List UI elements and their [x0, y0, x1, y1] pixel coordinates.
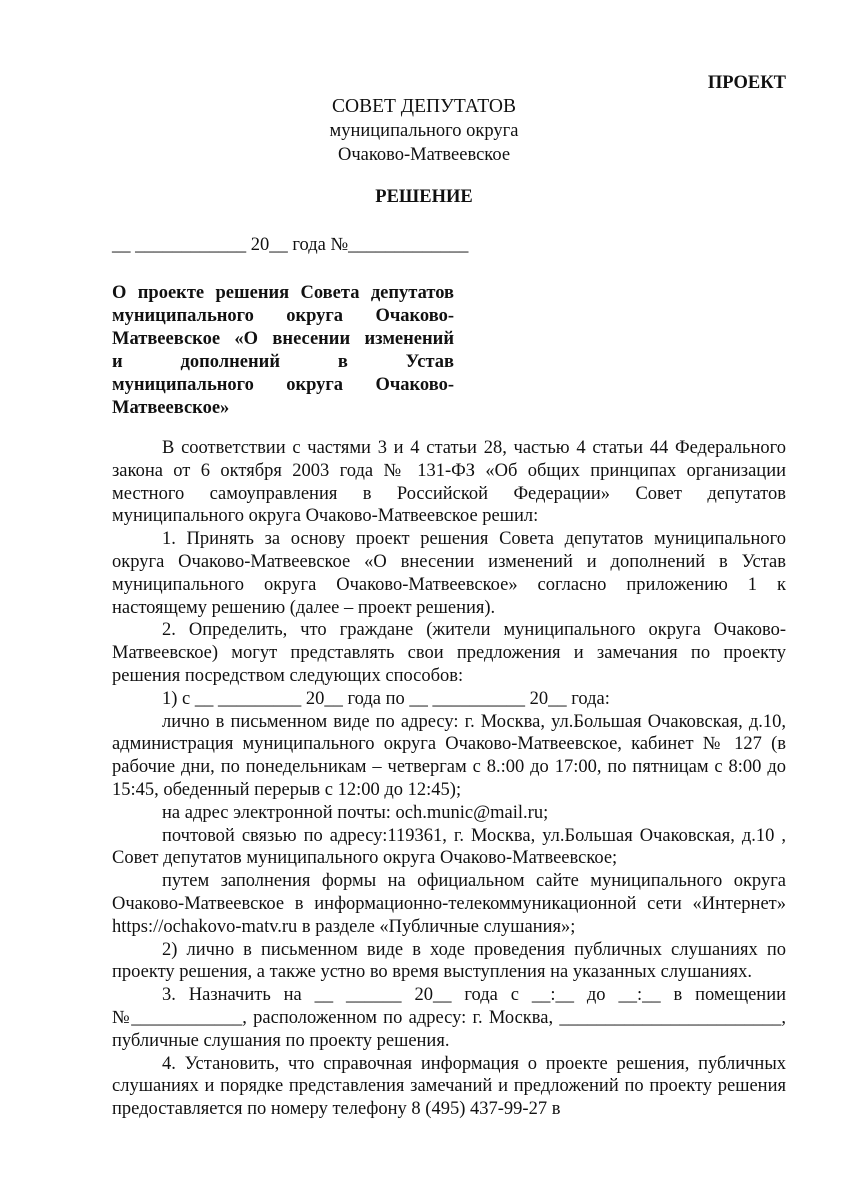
subject-line: муниципального округа Очаково- — [112, 375, 454, 395]
draft-stamp: ПРОЕКТ — [707, 73, 786, 93]
municipality-name: Очаково-Матвеевское — [337, 145, 511, 165]
subject-line: Матвеевское» — [112, 398, 230, 418]
document-type: РЕШЕНИЕ — [375, 187, 473, 207]
clause-2-subitem-2: 2) лично в письменном виде в ходе проведения публичных слушаниях по проекту решения, а также устно во время выступления на указанных слушаниях. — [112, 939, 786, 983]
document-subject — [112, 282, 454, 420]
submission-method-email: на адрес электронной почты: och.munic@mail.ru; — [162, 802, 549, 823]
clause-2: 2. Определить, что граждане (жители муниципального округа Очаково-Матвеевское) могут представлять свои предложения и замечания по проекту решения посредством следующих способов: — [112, 620, 786, 686]
subject-line: Матвеевское «О внесении изменений — [112, 329, 454, 349]
subject-line: муниципального округа Очаково- — [112, 306, 454, 326]
subject-line: О проекте решения Совета депутатов — [112, 283, 454, 303]
issuing-body — [0, 96, 848, 168]
document-body — [112, 437, 786, 1121]
clause-2-subitem-1: 1) с __ _________ 20__ года по __ __________ 20__ года: — [162, 688, 610, 709]
submission-method-post: почтовой связью по адресу:119361, г. Москва, ул.Большая Очаковская, д.10 , Совет депутатов муниципального округа Очаково-Матвеевское; — [112, 825, 786, 869]
submission-method-in-person: лично в письменном виде по адресу: г. Москва, ул.Большая Очаковская, д.10, администрация муниципального округа Очаково-Матвеевское, кабинет № 127 (в рабочие дни, по понедельникам – четвергам с 8.:00 до 17:00, по пятницам с 8:00 до 15:45, обеденный перерыв с 12:00 до 12:45); — [112, 711, 786, 800]
subject-line: и дополнений в Устав — [112, 352, 454, 372]
preamble-paragraph: В соответствии с частями 3 и 4 статьи 28, частью 4 статьи 44 Федерального закона от 6 октября 2003 года № 131-ФЗ «Об общих принципах организации местного самоуправления в Российской Федерации» Совет депутатов муниципального округа Очаково-Матвеевское решил: — [112, 438, 786, 527]
council-title: СОВЕТ ДЕПУТАТОВ — [332, 96, 516, 117]
clause-1: 1. Принять за основу проект решения Совета депутатов муниципального округа Очаково-Матвеевское «О внесении изменений и дополнений в Устав муниципального округа Очаково-Матвеевское» согласно приложению 1 к настоящему решению (далее – проект решения). — [112, 529, 786, 618]
clause-4: 4. Установить, что справочная информация о проекте решения, публичных слушаниях и порядке представления замечаний и предложений по проекту решения предоставляется по номеру телефону 8 (495) 437-99-27 в — [112, 1053, 786, 1120]
date-number-line: __ ____________ 20__ года №_____________ — [112, 235, 469, 255]
submission-method-website: путем заполнения формы на официальном сайте муниципального округа Очаково-Матвеевское в информационно-телекоммуникационной сети «Интернет» https://ochakovo-matv.ru в разделе «Публичные слушания»; — [112, 871, 786, 937]
clause-3: 3. Назначить на __ ______ 20__ года с __:__ до __:__ в помещении №____________, расположенном по адресу: г. Москва, ________________________, публичные слушания по проекту решения. — [112, 985, 786, 1051]
council-subtitle: муниципального округа — [329, 121, 519, 141]
